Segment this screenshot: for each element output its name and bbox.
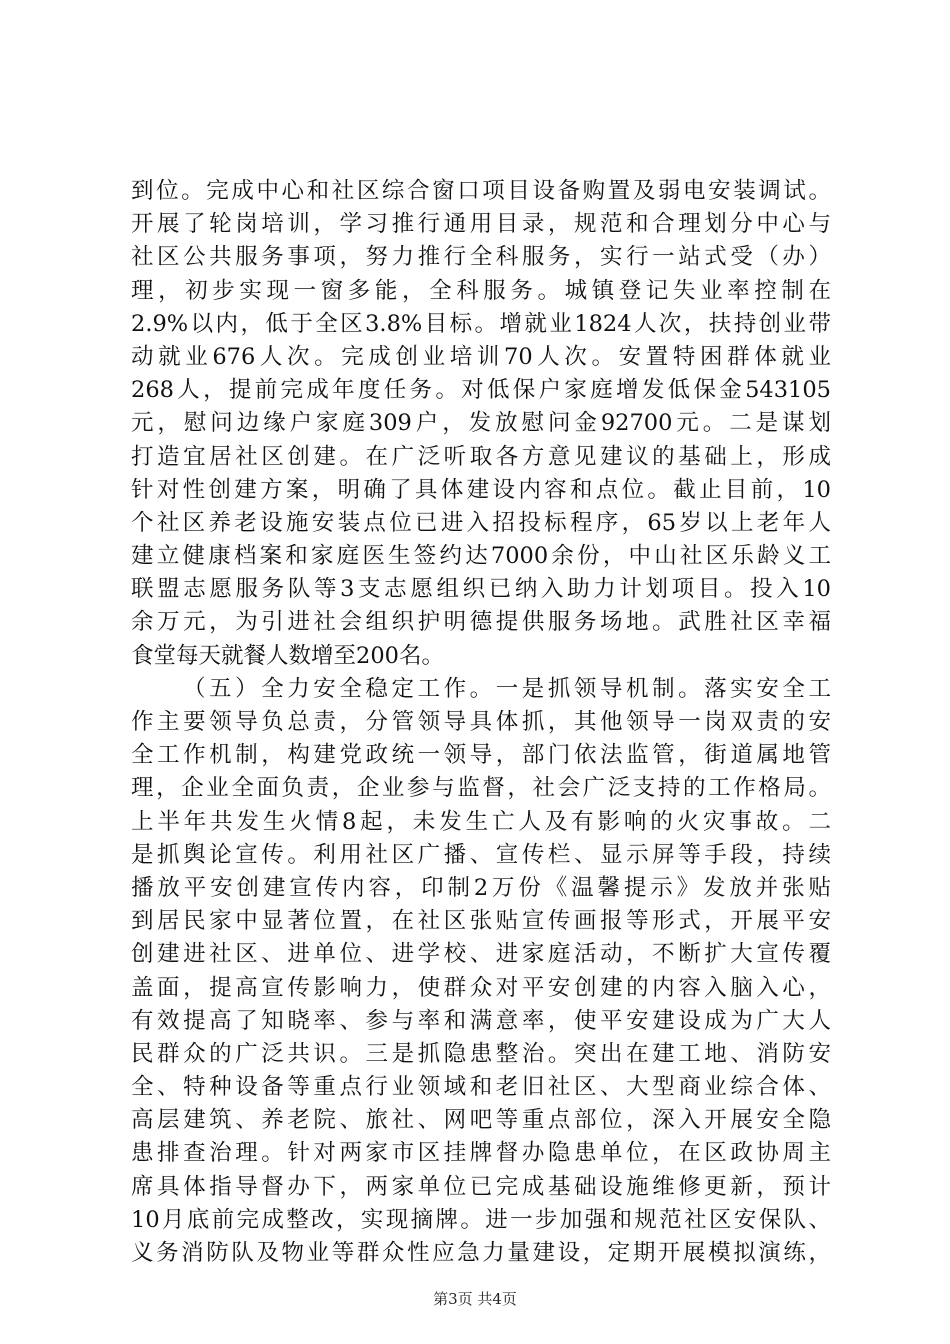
text-line: 2.9%以内，低于全区3.8%目标。增就业1824人次，扶持创业带	[131, 310, 831, 337]
text-line: 上半年共发生火情8起，未发生亡人及有影响的火灾事故。二	[131, 808, 831, 835]
text-line: 高层建筑、养老院、旅社、网吧等重点部位，深入开展安全隐	[131, 1107, 831, 1134]
text-line: 开展了轮岗培训，学习推行通用目录，规范和合理划分中心与	[131, 211, 831, 238]
text-line: 患排查治理。针对两家市区挂牌督办隐患单位，在区政协周主	[131, 1140, 831, 1167]
text-line: 作主要领导负总责，分管领导具体抓，其他领导一岗双责的安	[131, 709, 831, 735]
text-line: 理，企业全面负责，企业参与监督，社会广泛支持的工作格局。	[131, 775, 831, 802]
text-line: 理，初步实现一窗多能，全科服务。城镇登记失业率控制在	[131, 277, 831, 304]
text-line: 是抓舆论宣传。利用社区广播、宣传栏、显示屏等手段，持续	[131, 841, 831, 868]
text-line: 元，慰问边缘户家庭309户，发放慰问金92700元。二是谋划	[131, 410, 831, 437]
text-line: 动就业676人次。完成创业培训70人次。安置特困群体就业	[131, 343, 831, 370]
text-line: 针对性创建方案，明确了具体建设内容和点位。截止目前，10	[131, 476, 831, 503]
text-line: 联盟志愿服务队等3支志愿组织已纳入助力计划项目。投入10	[131, 576, 831, 603]
text-line: 打造宜居社区创建。在广泛听取各方意见建议的基础上，形成	[131, 443, 831, 470]
text-line: 播放平安创建宣传内容，印制2万份《温馨提示》发放并张贴	[131, 874, 831, 901]
text-line: 到位。完成中心和社区综合窗口项目设备购置及弱电安装调试。	[131, 178, 831, 204]
text-line: 建立健康档案和家庭医生签约达7000余份，中山社区乐龄义工	[131, 543, 831, 570]
section-heading-line: （五）全力安全稳定工作。一是抓领导机制。落实安全工	[183, 675, 831, 702]
text-line: 268人，提前完成年度任务。对低保户家庭增发低保金543105	[131, 377, 831, 404]
text-line: 10月底前完成整改，实现摘牌。进一步加强和规范社区安保队、	[131, 1206, 831, 1233]
text-line: 民群众的广泛共识。三是抓隐患整治。突出在建工地、消防安	[131, 1040, 831, 1067]
text-line: 创建进社区、进单位、进学校、进家庭活动，不断扩大宣传覆	[131, 941, 831, 968]
body-text	[131, 175, 831, 1270]
text-line: 余万元，为引进社会组织护明德提供服务场地。武胜社区幸福	[131, 609, 831, 636]
text-line: 社区公共服务事项，努力推行全科服务，实行一站式受（办）	[131, 244, 831, 271]
page-number-footer: 第3页 共4页	[433, 1290, 517, 1308]
text-line: 席具体指导督办下，两家单位已完成基础设施维修更新，预计	[131, 1173, 831, 1200]
text-line: 义务消防队及物业等群众性应急力量建设，定期开展模拟演练，	[131, 1240, 831, 1266]
text-line: 有效提高了知晓率、参与率和满意率，使平安建设成为广大人	[131, 1007, 831, 1034]
text-line: 全工作机制，构建党政统一领导，部门依法监管，街道属地管	[131, 742, 831, 769]
text-line: 全、特种设备等重点行业领域和老旧社区、大型商业综合体、	[131, 1074, 831, 1101]
text-line: 盖面，提高宣传影响力，使群众对平安创建的内容入脑入心，	[131, 974, 831, 1001]
text-line: 食堂每天就餐人数增至200名。	[131, 642, 444, 669]
text-line: 个社区养老设施安装点位已进入招投标程序，65岁以上老年人	[131, 509, 831, 536]
text-line: 到居民家中显著位置，在社区张贴宣传画报等形式，开展平安	[131, 908, 831, 935]
